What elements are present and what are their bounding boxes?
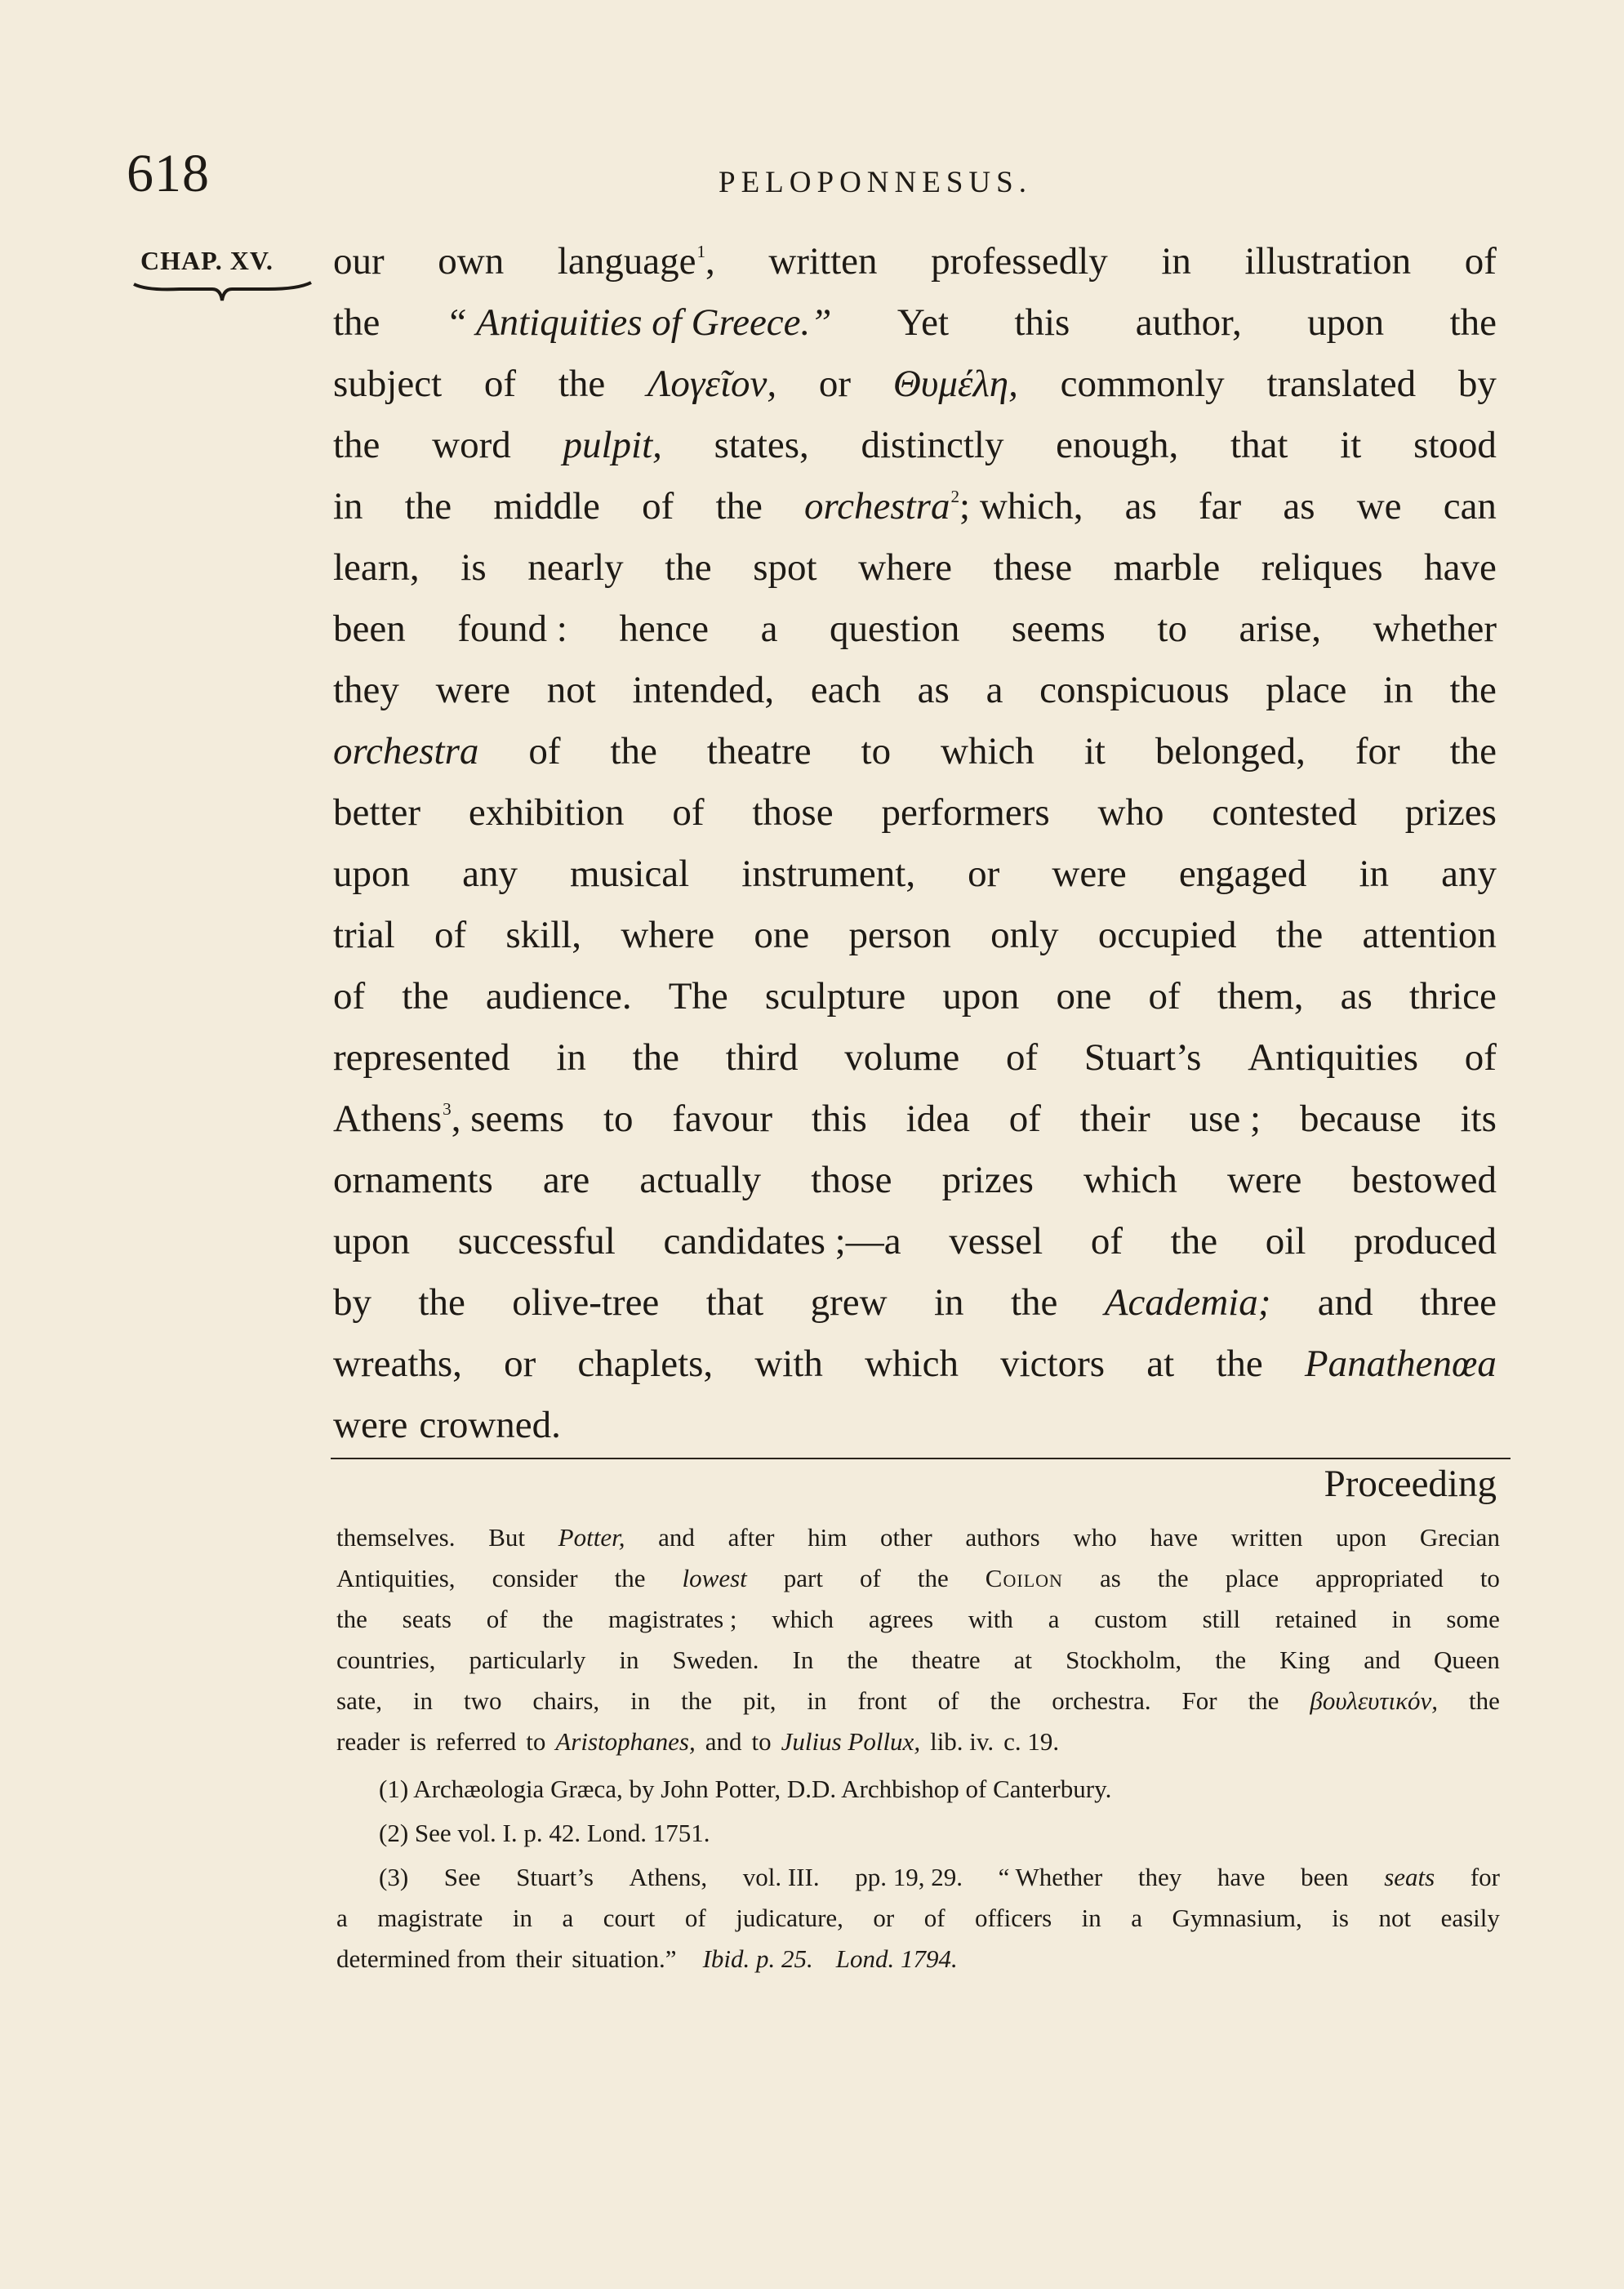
footnote-line: reader is referred to Aristophanes, and to Julius Pollux, lib. iv. c. 19.	[336, 1727, 1060, 1756]
text-line: Athens$^3$, seems to favour this idea of their use ; because its	[333, 1098, 1497, 1140]
text-line: of the audience. The sculpture upon one of them, as thrice	[333, 975, 1497, 1018]
footnote-3: (3) See Stuart’s Athens, vol. III. pp. 19, 29. “ Whether they have been seats for	[379, 1863, 1500, 1891]
text-line: wreaths, or chaplets, with which victors at the Panathenœa	[333, 1343, 1497, 1385]
text-line: our own language$^1$, written professedly in illustration of	[333, 240, 1497, 283]
text-line: by the olive-tree that grew in the Academia; and three	[333, 1281, 1497, 1324]
footnote-line: sate, in two chairs, in the pit, in front of the orchestra. For the βουλευτικόν, the	[336, 1686, 1500, 1715]
text-line: in the middle of the orchestra$^2$; which, as far as we can	[333, 485, 1497, 528]
footnote-line: themselves. But Potter, and after him other authors who have written upon Grecian	[336, 1523, 1500, 1552]
footnote-line: countries, particularly in Sweden. In the theatre at Stockholm, the King and Queen	[336, 1645, 1500, 1674]
text-line: the word pulpit, states, distinctly enough, that it stood	[333, 424, 1497, 466]
chapter-brace-ornament	[131, 279, 314, 307]
footnote-ref: 1	[696, 241, 706, 261]
footnote-line: a magistrate in a court of judicature, or of officers in a Gymnasium, is not easily	[336, 1904, 1500, 1932]
text-line: orchestra of the theatre to which it belonged, for the	[333, 730, 1497, 773]
text-line: upon any musical instrument, or were engaged in any	[333, 853, 1497, 895]
text-line: they were not intended, each as a conspicuous place in the	[333, 669, 1497, 711]
footnote-1: (1) Archæologia Græca, by John Potter, D.D. Archbishop of Canterbury.	[379, 1775, 1112, 1803]
text-line: trial of skill, where one person only occupied the attention	[333, 914, 1497, 956]
footnote-2: (2) See vol. I. p. 42. Lond. 1751.	[379, 1819, 710, 1847]
text-line: been found : hence a question seems to arise, whether	[333, 608, 1497, 650]
footnote-line: Antiquities, consider the lowest part of the Coilon as the place appropriated to	[336, 1564, 1500, 1592]
text-line: subject of the Λογεῖον, or Θυμέλη, commonly translated by	[333, 363, 1497, 405]
running-title: PELOPONNESUS.	[719, 166, 1032, 199]
text-line: upon successful candidates ;—a vessel of the oil produced	[333, 1220, 1497, 1263]
text-line: were crowned.	[333, 1404, 561, 1446]
footnote-line: determined from their situation.” Ibid. p. 25. Lond. 1794.	[336, 1944, 958, 1973]
page-number: 618	[127, 144, 210, 203]
text-line: represented in the third volume of Stuart’s Antiquities of	[333, 1036, 1497, 1079]
footnote-ref: 2	[950, 486, 960, 506]
text-line: learn, is nearly the spot where these marble reliques have	[333, 546, 1497, 589]
footnote-separator-rule	[331, 1458, 1511, 1459]
catchword: Proceeding	[1324, 1463, 1497, 1505]
text-line: better exhibition of those performers who contested prizes	[333, 791, 1497, 834]
footnote-ref: 3	[443, 1098, 452, 1119]
chapter-marginal-label: CHAP. XV.	[140, 246, 274, 275]
text-line: ornaments are actually those prizes which were bestowed	[333, 1159, 1497, 1201]
footnote-line: the seats of the magistrates ; which agrees with a custom still retained in some	[336, 1605, 1500, 1633]
text-line: the “ Antiquities of Greece.” Yet this author, upon the	[333, 301, 1497, 344]
